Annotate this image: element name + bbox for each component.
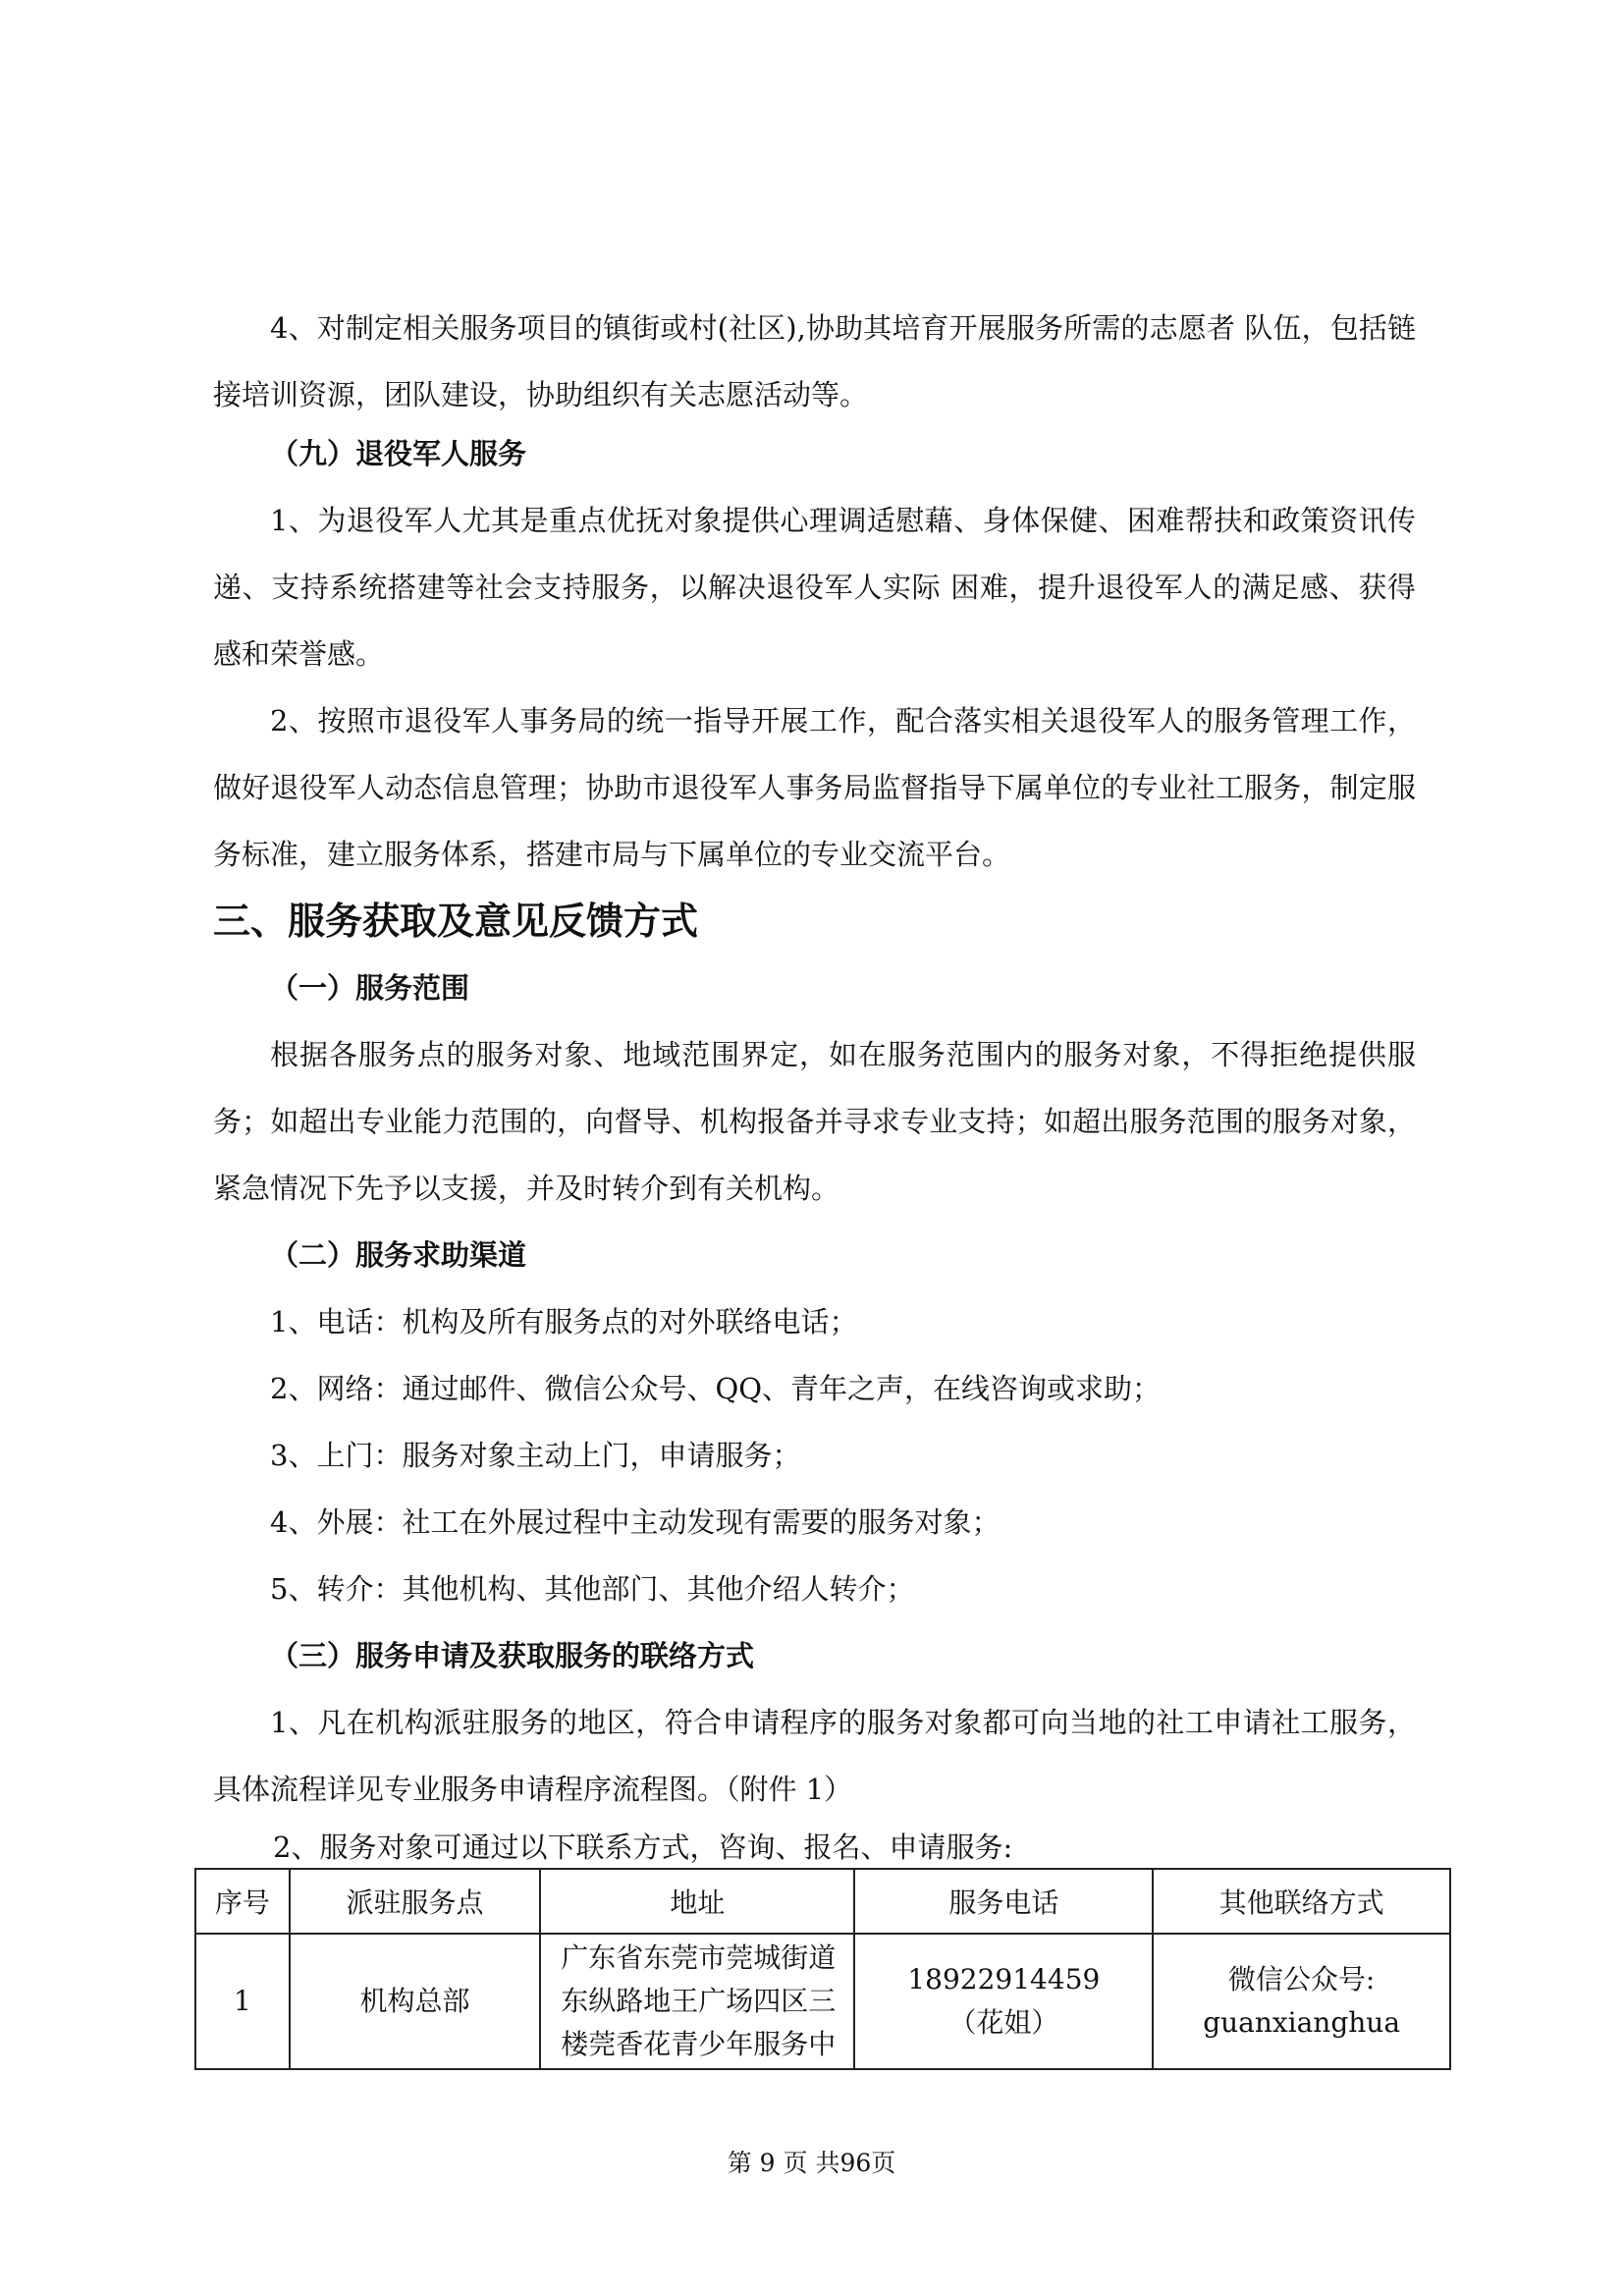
phone-number: 18922914459 [907, 1963, 1101, 1995]
cell-site: 机构总部 [290, 1934, 540, 2069]
table-header-row [195, 1869, 1450, 1934]
section-heading-veterans: （九）退役军人服务 [270, 437, 527, 470]
list-item: 3、上门：服务对象主动上门，申请服务； [270, 1439, 801, 1472]
cell-phone [854, 1934, 1153, 2069]
paragraph-service-scope: 根据各服务点的服务对象、地域范围界定，如在服务范围内的服务对象，不得拒绝提供服务；如超出专业能力范围的，向督导、机构报备并寻求专业支持；如超出服务范围的服务对象，紧急情况下先予以支援，并及时转介到有关机构。 [213, 1038, 1416, 1205]
address-line: 楼莞香花青少年服务中 [561, 2028, 837, 2060]
header-other-contact: 其他联络方式 [1153, 1869, 1450, 1934]
paragraph-application-process: 1、凡在机构派驻服务的地区，符合申请程序的服务对象都可向当地的社工申请社工服务，具体流程详见专业服务申请程序流程图。（附件 1） [213, 1706, 1416, 1806]
section-heading-help-channels: （二）服务求助渠道 [270, 1238, 527, 1272]
paragraph-contact-intro: 2、服务对象可通过以下联系方式，咨询、报名、申请服务: [273, 1831, 1013, 1864]
address-line: 东纵路地王广场四区三 [561, 1985, 837, 2017]
paragraph-veterans-1: 1、为退役军人尤其是重点优抚对象提供心理调适慰藉、身体保健、困难帮扶和政策资讯传递、支持系统搭建等社会支持服务，以解决退役军人实际 困难，提升退役军人的满足感、获得感和荣誉感。 [213, 504, 1416, 671]
list-item: 5、转介：其他机构、其他部门、其他介绍人转介； [270, 1572, 915, 1606]
header-site: 派驻服务点 [290, 1869, 540, 1934]
wechat-label: 微信公众号: [1227, 1963, 1376, 1995]
table-row [195, 1934, 1450, 2069]
header-no: 序号 [195, 1869, 290, 1934]
paragraph-volunteer-team: 4、对制定相关服务项目的镇街或村(社区),协助其培育开展服务所需的志愿者 队伍，包括链接培训资源，团队建设，协助组织有关志愿活动等。 [213, 311, 1416, 411]
cell-other-contact [1153, 1934, 1450, 2069]
chapter-heading-service-access: 三、服务获取及意见反馈方式 [213, 900, 699, 943]
contact-name: （花姐） [948, 2006, 1059, 2039]
cell-address [540, 1934, 854, 2069]
section-heading-service-scope: （一）服务范围 [270, 971, 470, 1005]
address-line: 广东省东莞市莞城街道 [561, 1941, 837, 1974]
paragraph-veterans-2: 2、按照市退役军人事务局的统一指导开展工作，配合落实相关退役军人的服务管理工作，做好退役军人动态信息管理；协助市退役军人事务局监督指导下属单位的专业社工服务，制定服务标准，建立服务体系，搭建市局与下属单位的专业交流平台。 [213, 704, 1416, 871]
page-footer: 第 9 页 共96页 [727, 2149, 896, 2177]
list-item: 2、网络：通过邮件、微信公众号、QQ、青年之声，在线咨询或求助； [270, 1372, 1162, 1405]
wechat-account: guanxianghua [1203, 2006, 1401, 2039]
header-address: 地址 [540, 1869, 854, 1934]
contact-table [194, 1868, 1451, 2070]
cell-no: 1 [195, 1934, 290, 2069]
list-item: 1、电话：机构及所有服务点的对外联络电话； [270, 1305, 858, 1339]
section-heading-contact-methods: （三）服务申请及获取服务的联络方式 [270, 1639, 755, 1672]
list-item: 4、外展：社工在外展过程中主动发现有需要的服务对象； [270, 1505, 1001, 1539]
header-phone: 服务电话 [854, 1869, 1153, 1934]
